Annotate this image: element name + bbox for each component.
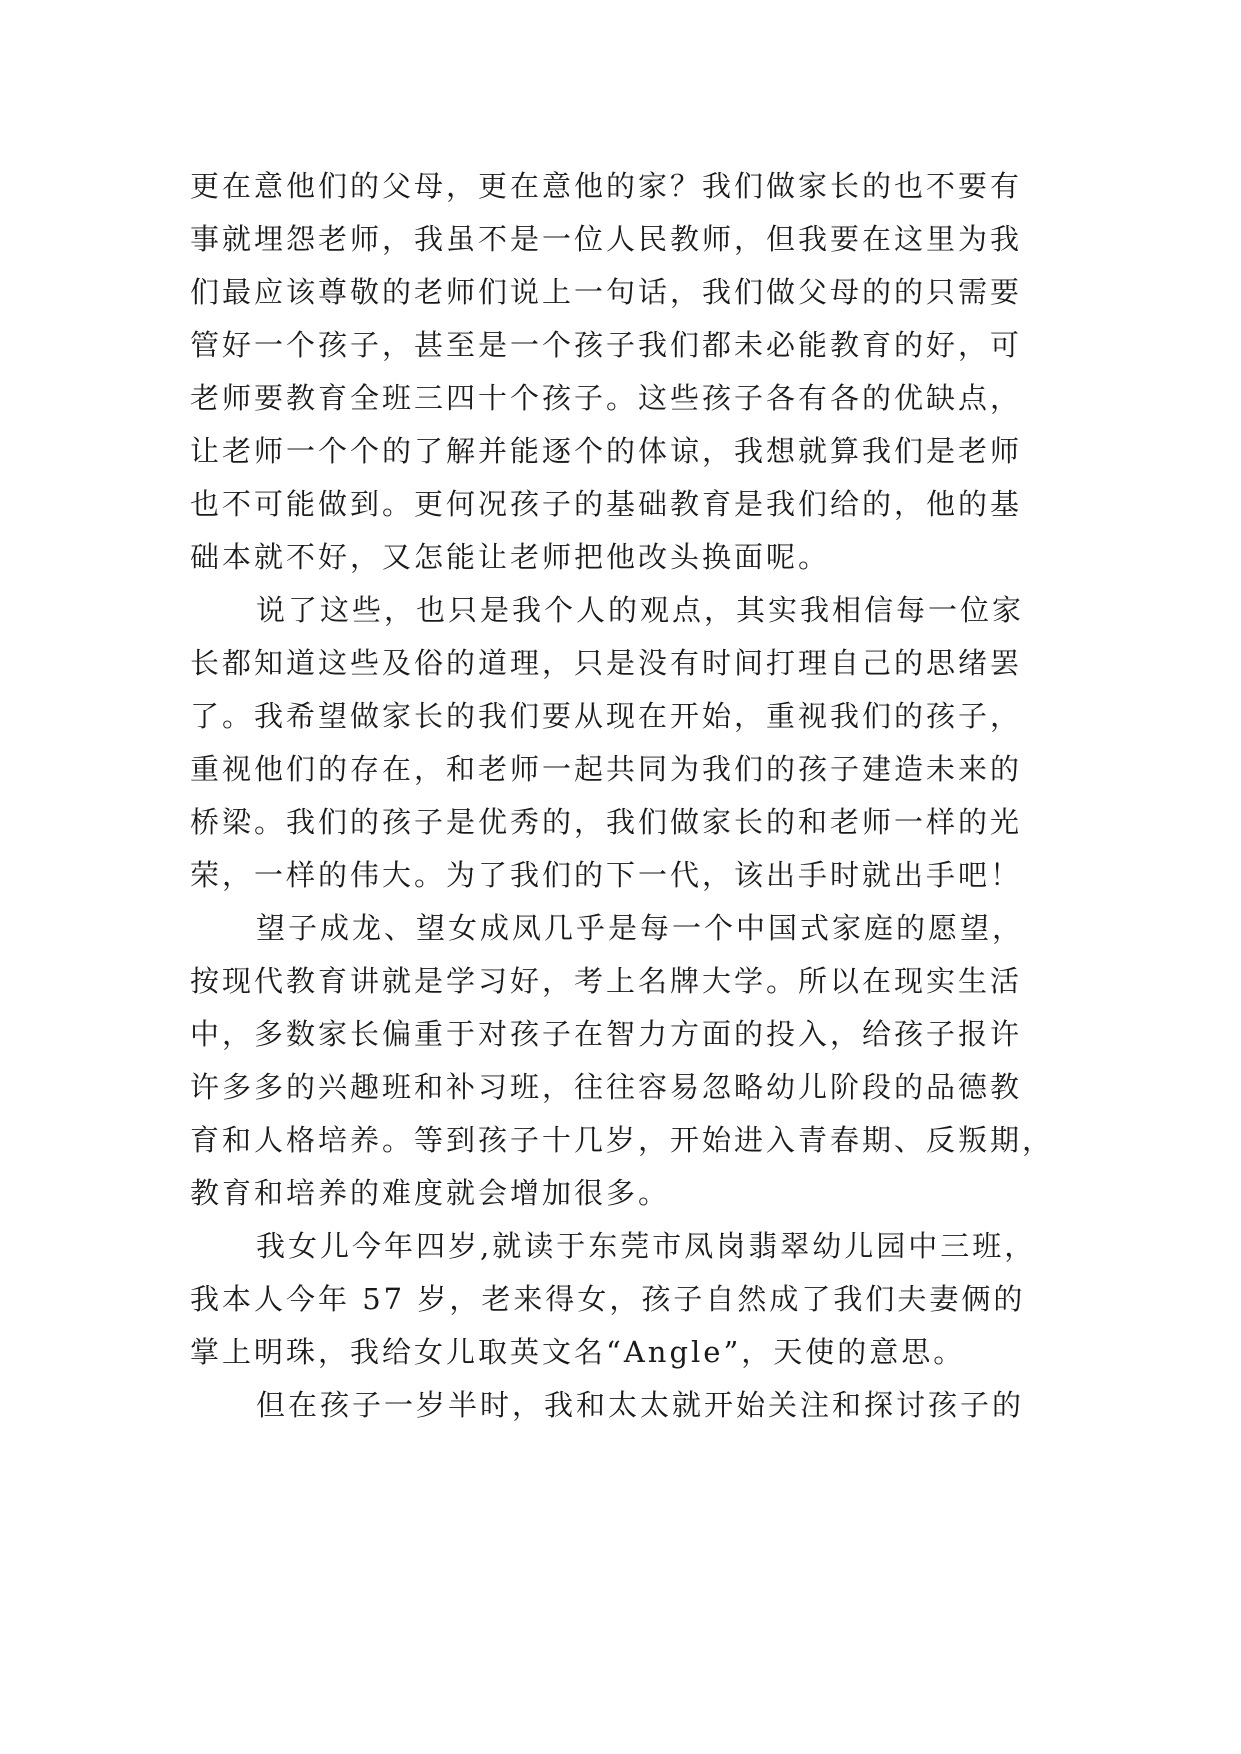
text-line: 老师要教育全班三四十个孩子。这些孩子各有各的优缺点， xyxy=(190,381,1023,415)
text-line: 础本就不好，又怎能让老师把他改头换面呢。 xyxy=(190,540,831,574)
paragraph-first-line: 望子成龙、望女成凤几乎是每一个中国式家庭的愿望， xyxy=(256,911,1025,945)
text-line: 让老师一个个的了解并能逐个的体谅，我想就算我们是老师 xyxy=(190,434,1023,468)
text-line: 许多多的兴趣班和补习班，往往容易忽略幼儿阶段的品德教 xyxy=(190,1070,1023,1104)
text-line: 桥梁。我们的孩子是优秀的，我们做家长的和老师一样的光 xyxy=(190,805,1023,839)
paragraph-first-line: 我女儿今年四岁,就读于东莞市凤岗翡翠幼儿园中三班， xyxy=(256,1229,1037,1263)
text-line: 中，多数家长偏重于对孩子在智力方面的投入，给孩子报许 xyxy=(190,1017,1023,1051)
text-line: 按现代教育讲就是学习好，考上名牌大学。所以在现实生活 xyxy=(190,964,1023,998)
text-line: 管好一个孩子，甚至是一个孩子我们都未必能教育的好，可 xyxy=(190,328,1023,362)
body-text xyxy=(190,160,1070,1432)
text-line: 我本人今年 57 岁，老来得女，孩子自然成了我们夫妻俩的 xyxy=(190,1282,1026,1316)
paragraph-first-line: 但在孩子一岁半时，我和太太就开始关注和探讨孩子的 xyxy=(256,1388,1025,1422)
text-line: 教育和培养的难度就会增加很多。 xyxy=(190,1176,671,1210)
text-line: 掌上明珠，我给女儿取英文名“Angle”，天使的意思。 xyxy=(190,1335,966,1369)
text-line: 了。我希望做家长的我们要从现在开始，重视我们的孩子， xyxy=(190,699,1023,733)
text-line: 事就埋怨老师，我虽不是一位人民教师，但我要在这里为我 xyxy=(190,222,1023,256)
text-line: 们最应该尊敬的老师们说上一句话，我们做父母的的只需要 xyxy=(190,275,1023,309)
text-line: 更在意他们的父母，更在意他的家？我们做家长的也不要有 xyxy=(190,169,1023,203)
text-line: 重视他们的存在，和老师一起共同为我们的孩子建造未来的 xyxy=(190,752,1023,786)
text-line: 育和人格培养。等到孩子十几岁，开始进入青春期、反叛期， xyxy=(190,1123,1055,1157)
text-line: 也不可能做到。更何况孩子的基础教育是我们给的，他的基 xyxy=(190,487,1023,521)
paragraph-first-line: 说了这些，也只是我个人的观点，其实我相信每一位家 xyxy=(256,593,1025,627)
text-line: 长都知道这些及俗的道理，只是没有时间打理自己的思绪罢 xyxy=(190,646,1023,680)
text-line: 荣，一样的伟大。为了我们的下一代，该出手时就出手吧！ xyxy=(190,858,1023,892)
